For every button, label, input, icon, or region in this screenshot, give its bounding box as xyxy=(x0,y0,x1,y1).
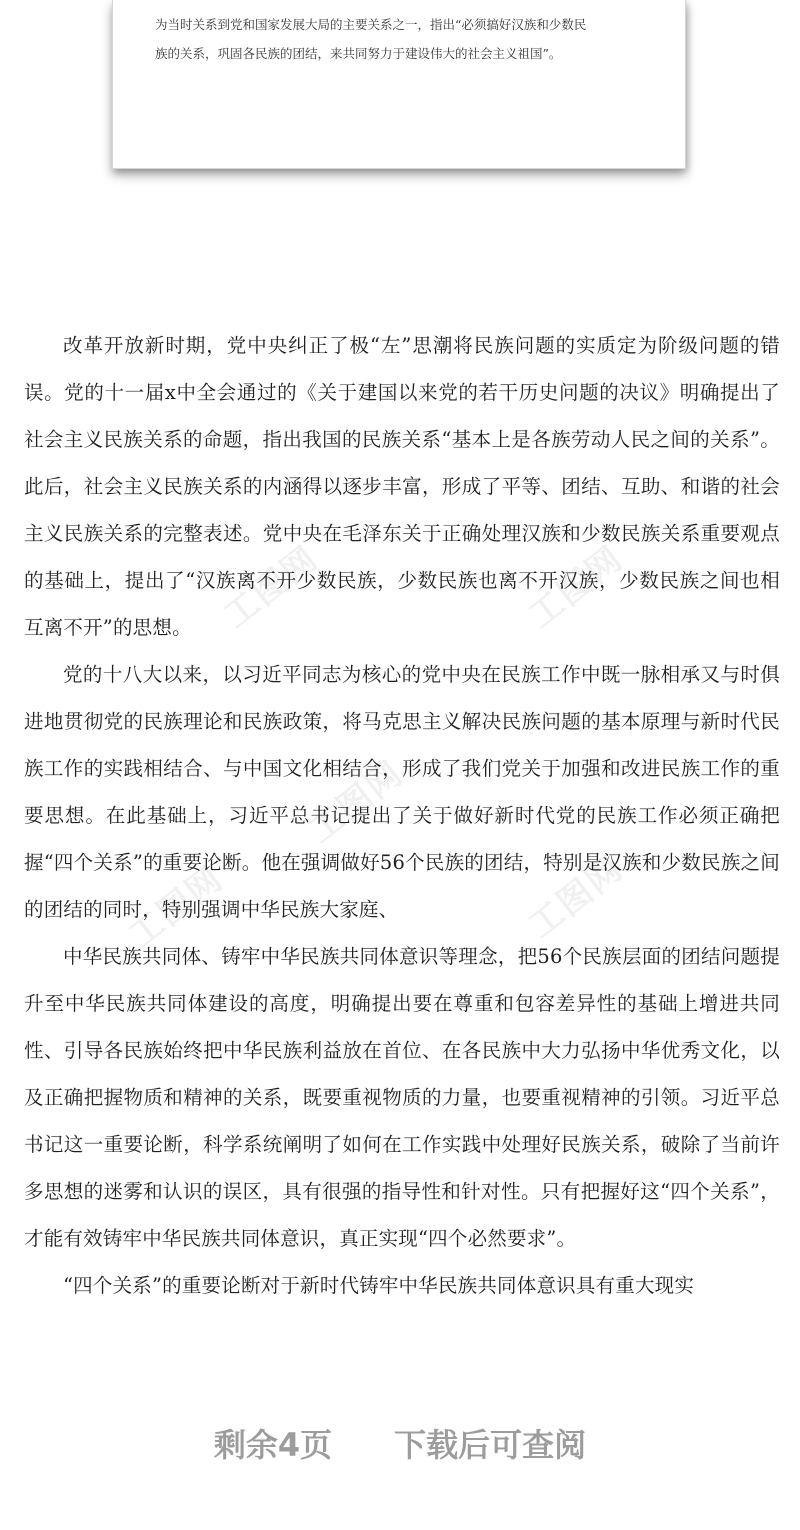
watermark-decoration: 工图网 xyxy=(301,753,412,852)
preview-line: 族的关系，巩固各民族的团结，来共同努力于建设伟大的社会主义祖国”。 xyxy=(155,46,562,61)
document-body xyxy=(24,322,780,1309)
preview-line: 为当时关系到党和国家发展大局的主要关系之一，指出“必须搞好汉族和少数民 xyxy=(155,17,587,32)
paragraph: “四个关系”的重要论断对于新时代铸牢中华民族共同体意识具有重大现实 xyxy=(63,1274,695,1297)
watermark-decoration: 工图网 xyxy=(121,858,232,957)
watermark-decoration: 工图网 xyxy=(216,538,327,637)
paragraph: 改革开放新时期，党中央纠正了极“左”思潮将民族问题的实质定为阶级问题的错误。党的十一届x中全会通过的《关于建国以来党的若干历史问题的决议》明确提出了社会主义民族关系的命题，指出我国的民族关系“基本上是各族劳动人民之间的关系”。此后，社会主义民族关系的内涵得以逐步丰富，形成了平等、团结、互助、和谐的社会主义民族关系的完整表述。党中央在毛泽东关于正确处理汉族和少数民族关系重要观点的基础上，提出了“汉族离不开少数民族，少数民族也离不开汉族，少数民族之间也相互离不开”的思想。 xyxy=(24,334,780,639)
preview-card xyxy=(112,0,686,169)
paragraph: 中华民族共同体、铸牢中华民族共同体意识等理念，把56个民族层面的团结问题提升至中华民族共同体建设的高度，明确提出要在尊重和包容差异性的基础上增进共同性、引导各民族始终把中华民族利益放在首位、在各民族中大力弘扬中华优秀文化，以及正确把握物质和精神的关系，既要重视物质的力量，也要重视精神的引领。习近平总书记这一重要论断，科学系统阐明了如何在工作实践中处理好民族关系，破除了当前许多思想的迷雾和认识的误区，具有很强的指导性和针对性。只有把握好这“四个关系”，才能有效铸牢中华民族共同体意识，真正实现“四个必然要求”。 xyxy=(24,945,780,1250)
watermark-decoration: 工图网 xyxy=(521,538,632,637)
preview-text xyxy=(155,10,655,68)
remaining-pages-label: 剩余4页 xyxy=(213,1426,333,1464)
paragraph: 党的十八大以来，以习近平同志为核心的党中央在民族工作中既一脉相承又与时俱进地贯彻党的民族理论和民族政策，将马克思主义解决民族问题的基本原理与新时代民族工作的实践相结合、与中国文化相结合，形成了我们党关于加强和改进民族工作的重要思想。在此基础上，习近平总书记提出了关于做好新时代党的民族工作必须正确把握“四个关系”的重要论断。他在强调做好56个民族的团结，特别是汉族和少数民族之间的团结的同时，特别强调中华民族大家庭、 xyxy=(24,663,780,921)
download-hint-label: 下载后可查阅 xyxy=(394,1426,587,1464)
watermark-decoration: 工图网 xyxy=(521,848,632,947)
remaining-pages-notice[interactable] xyxy=(0,1420,800,1466)
